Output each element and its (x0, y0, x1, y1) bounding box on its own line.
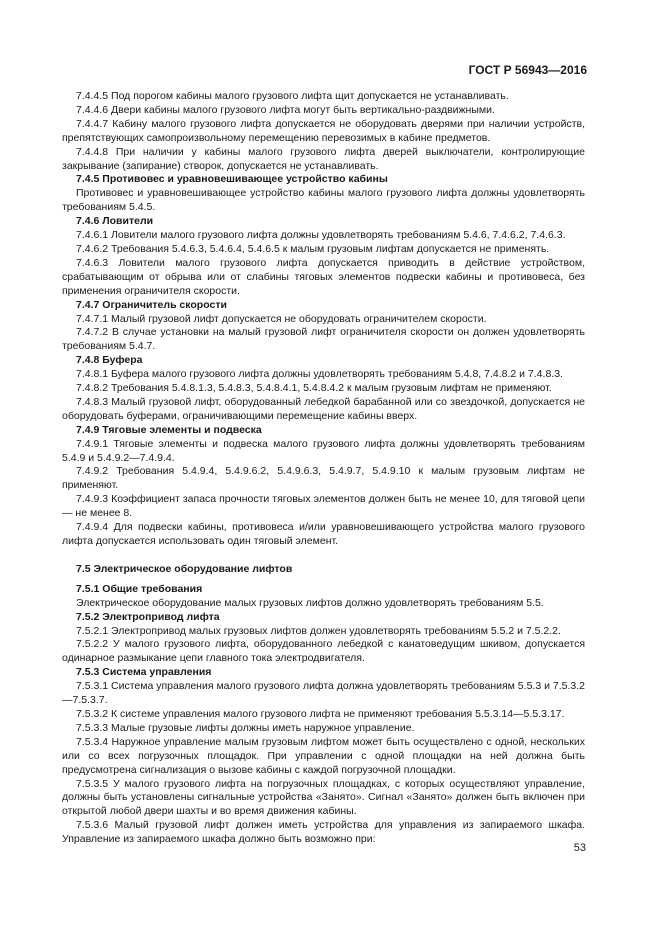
paragraph: 7.4.4.8 При наличии у кабины малого грузового лифта дверей выключатели, контролирующие закрывание (запирание) створок, допускается не устанавливать. (62, 145, 585, 172)
subsection-heading: 7.5.3 Система управления (76, 666, 212, 679)
paragraph: 7.5.3.2 К системе управления малого грузового лифта не применяют требования 5.5.3.14—5.5.3.17. (76, 707, 565, 720)
paragraph: Электрическое оборудование малых грузовых лифтов должно удовлетворять требованиям 5.5. (76, 596, 544, 609)
paragraph: 7.4.8.1 Буфера малого грузового лифта должны удовлетворять требованиям 5.4.8, 7.4.8.2 и 7.4.8.3. (76, 368, 563, 381)
paragraph: 7.4.6.2 Требования 5.4.6.3, 5.4.6.4, 5.4.6.5 к малым грузовым лифтам допускается не применять. (76, 242, 550, 255)
paragraph: 7.5.3.1 Система управления малого грузового лифта должна удовлетворять требованиям 5.5.3 и 7.5.3.2—7.5.3.7. (62, 680, 585, 707)
subsection-heading: 7.5.1 Общие требования (76, 582, 203, 595)
document-header: ГОСТ Р 56943—2016 (468, 63, 587, 77)
subsection-heading: 7.4.8 Буфера (76, 354, 143, 367)
paragraph: 7.4.4.5 Под порогом кабины малого грузового лифта щит допускается не устанавливать. (76, 90, 509, 102)
subsection-heading: 7.4.9 Тяговые элементы и подвеска (76, 423, 262, 436)
paragraph: 7.5.2.2 У малого грузового лифта, оборудованного лебедкой с канатоведущим шкивом, допускается одинарное размыкание цепи главного тока электродвигателя. (62, 638, 585, 665)
paragraph: 7.4.8.3 Малый грузовой лифт, оборудованный лебедкой барабанной или со звездочкой, допускается не оборудовать буферами, ограничивающими перемещение кабины вверх. (62, 395, 585, 422)
section-heading: 7.5 Электрическое оборудование лифтов (76, 562, 293, 575)
paragraph: 7.5.2.1 Электропривод малых грузовых лифтов должен удовлетворять требованиям 5.5.2 и 7.5.2.2. (76, 624, 561, 637)
paragraph: 7.5.3.6 Малый грузовой лифт должен иметь устройства для управления из запираемого шкафа. Управление из запираемого шкафа должно быть возможно при: (62, 819, 585, 846)
subsection-heading: 7.4.6 Ловители (76, 215, 154, 228)
page-number: 53 (573, 842, 586, 854)
paragraph: 7.5.3.4 Наружное управление малым грузовым лифтом может быть осуществлено с одной, нескольких или со всех погрузочных площадок. При управлении с одной площадки на ней должна быть предусмотрена сигнализация о вызове кабины с каждой погрузочной площадки. (62, 735, 585, 776)
paragraph: 7.4.6.1 Ловители малого грузового лифта должны удовлетворять требованиям 5.4.6, 7.4.6.2, 7.4.6.3. (76, 229, 566, 242)
paragraph: 7.4.6.3 Ловители малого грузового лифта допускается приводить в действие устройством, срабатывающим от обрыва или от слабины тяговых элементов подвески кабины и противовеса, без применения ограничителя скорости. (62, 256, 585, 297)
subsection-heading: 7.4.5 Противовес и уравновешивающее устройство кабины (76, 173, 388, 186)
subsection-heading: 7.5.2 Электропривод лифта (76, 610, 220, 623)
paragraph: 7.4.7.1 Малый грузовой лифт допускается не оборудовать ограничителем скорости. (76, 312, 487, 325)
paragraph: 7.5.3.5 У малого грузового лифта на погрузочных площадках, с которых осуществляют управление, должны быть установлены сигнальные устройства «Занято». Сигнал «Занято» должен быть включен при открытой любой двери шахты и во время движения кабины. (62, 777, 585, 818)
paragraph: 7.4.9.1 Тяговые элементы и подвеска малого грузового лифта должны удовлетворять требованиям 5.4.9 и 5.4.9.2—7.4.9.4. (62, 437, 585, 464)
paragraph: Противовес и уравновешивающее устройство кабины малого грузового лифта должны удовлетворять требованиям 5.4.5. (62, 187, 585, 214)
paragraph: 7.4.9.4 Для подвески кабины, противовеса и/или уравновешивающего устройства малого грузового лифта допускается использовать один тяговый элемент. (62, 521, 585, 547)
paragraph: 7.4.8.2 Требования 5.4.8.1.3, 5.4.8.3, 5.4.8.4.1, 5.4.8.4.2 к малым грузовым лифтам не применяют. (76, 382, 552, 395)
paragraph: 7.4.9.2 Требования 5.4.9.4, 5.4.9.6.2, 5.4.9.6.3, 5.4.9.7, 5.4.9.10 к малым грузовым лифтам не применяют. (62, 465, 585, 492)
subsection-heading: 7.4.7 Ограничитель скорости (76, 298, 227, 311)
paragraph: 7.4.4.6 Двери кабины малого грузового лифта могут быть вертикально-раздвижными. (76, 103, 495, 116)
paragraph: 7.4.4.7 Кабину малого грузового лифта допускается не оборудовать дверями при наличии устройств, препятствующих самопроизвольному перемещению перевозимых в кабине предметов. (62, 117, 585, 144)
document-body (62, 90, 585, 847)
paragraph: 7.4.9.3 Коэффициент запаса прочности тяговых элементов должен быть не менее 10, для тяговой цепи — не менее 8. (62, 493, 585, 520)
paragraph: 7.4.7.2 В случае установки на малый грузовой лифт ограничителя скорости он должен удовлетворять требованиям 5.4.7. (62, 326, 585, 353)
paragraph: 7.5.3.3 Малые грузовые лифты должны иметь наружное управление. (76, 721, 415, 734)
